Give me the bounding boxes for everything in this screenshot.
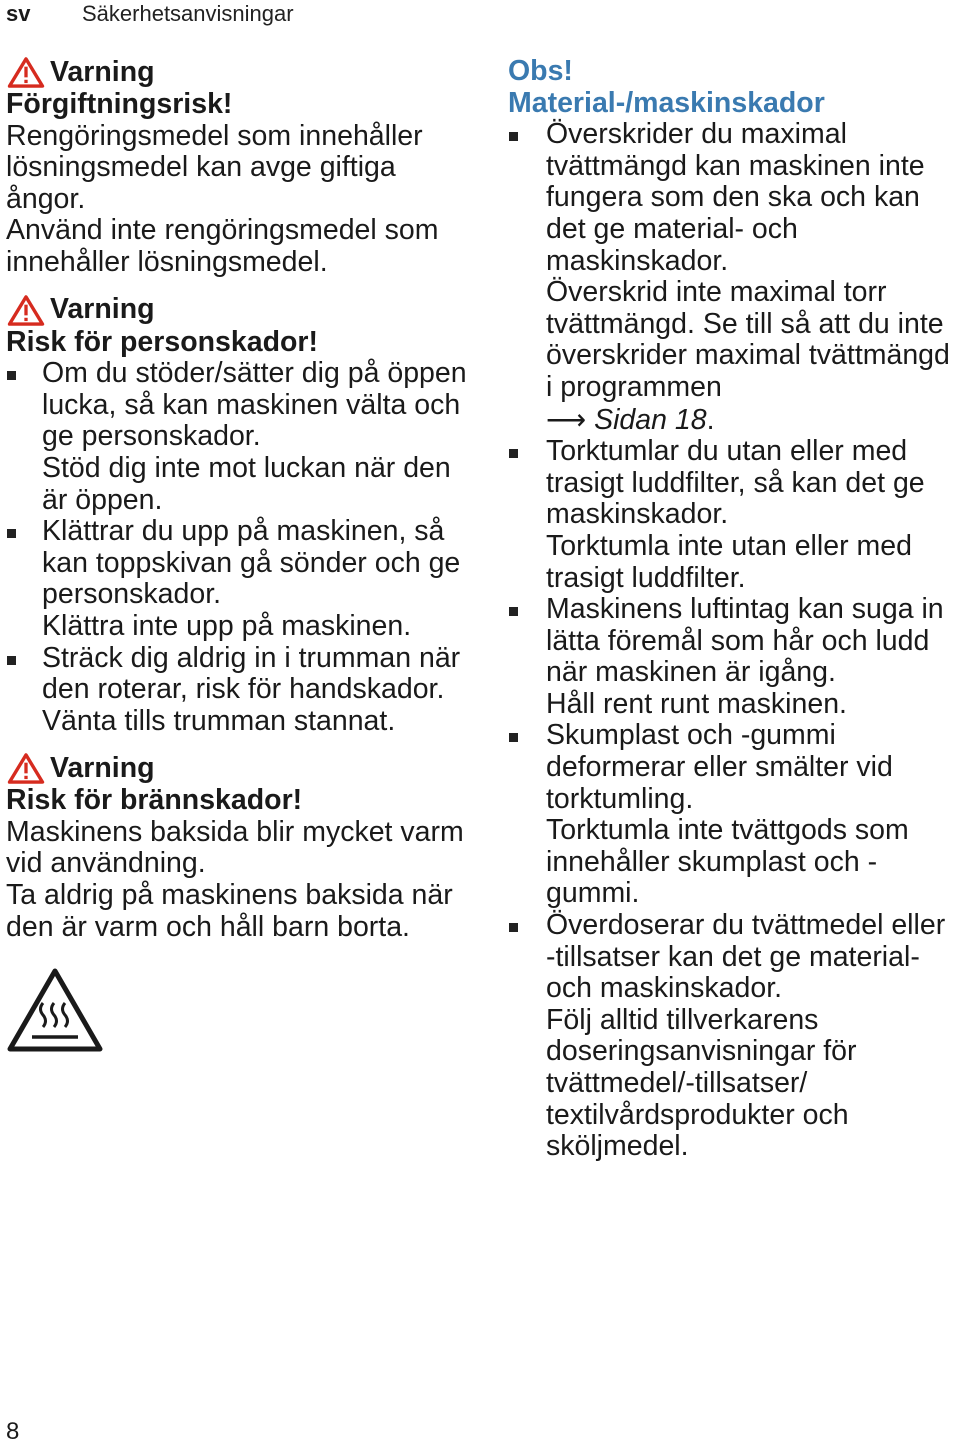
right-column [508,56,960,1163]
warning-list [6,358,474,737]
warning-poisoning [6,56,474,279]
section-title: Säkerhetsanvisningar [82,1,294,26]
warning-triangle-icon [6,294,46,327]
warning-title: Förgiftningsrisk! [6,88,233,120]
warning-triangle-icon [6,752,46,785]
list-item: Överdoserar du tvättmedel eller -tillsatser kan det ge material- och maskinskador. Följ alltid tillverkarens doseringsanvisningar för tvättmedel/-tillsatser/ textilvårdsprodukter och sköljmedel. [508,910,960,1163]
warning-text: Rengöringsmedel som innehåller lösningsmedel kan avge giftiga ångor. [6,119,423,215]
warning-label: Varning [50,293,155,326]
list-item: Torktumlar du utan eller med trasigt luddfilter, så kan det ge maskinskador. Torktumla inte utan eller med trasigt luddfilter. [508,436,960,594]
page-reference[interactable]: Sidan 18 [594,403,707,436]
warning-text: Ta aldrig på maskinens baksida när den är varm och håll barn borta. [6,879,453,943]
warning-text: Använd inte rengöringsmedel som innehåller lösningsmedel. [6,214,439,278]
warning-label: Varning [50,55,155,88]
arrow-right-icon: ⟶ [546,403,587,435]
list-item: Maskinens luftintag kan suga in lätta föremål som hår och ludd när maskinen är igång. Håll rent runt maskinen. [508,594,960,720]
notice-list [508,119,960,1163]
page-header [6,0,294,30]
notice-label: Obs! [508,55,573,87]
warning-title: Risk för brännskador! [6,784,303,817]
language-code: sv [6,1,31,26]
warning-label: Varning [50,751,155,784]
warning-burns [6,752,474,1053]
warning-personal-injury [6,294,474,738]
warning-triangle-icon [6,56,46,89]
warning-text: Maskinens baksida blir mycket varm vid användning. [6,815,464,880]
list-item: Skumplast och -gummi deformerar eller smälter vid torktumling. Torktumla inte tvättgods som innehåller skumplast och -gummi. [508,720,960,910]
notice-title: Material-/maskinskador [508,86,825,119]
hot-surface-icon [6,967,104,1053]
page-number: 8 [6,1418,20,1445]
list-item: Överskrider du maximal tvättmängd kan maskinen inte fungera som den ska och kan det ge material- och maskinskador. Överskrid inte maximal torr tvättmängd. Se till så att du inte överskrider maximal tvättmängd i programmen ⟶ Sidan 18. [508,119,960,436]
list-item: Om du stöder/sätter dig på öppen lucka, så kan maskinen välta och ge personskador. Stöd dig inte mot luckan när den är öppen. [6,358,474,516]
warning-title: Risk för personskador! [6,325,318,358]
list-item: Sträck dig aldrig in i trumman när den roterar, risk för handskador. Vänta tills trumman stannat. [6,643,474,738]
left-column [6,56,474,1068]
list-item: Klättrar du upp på maskinen, så kan toppskivan gå sönder och ge personskador. Klättra inte upp på maskinen. [6,516,474,642]
